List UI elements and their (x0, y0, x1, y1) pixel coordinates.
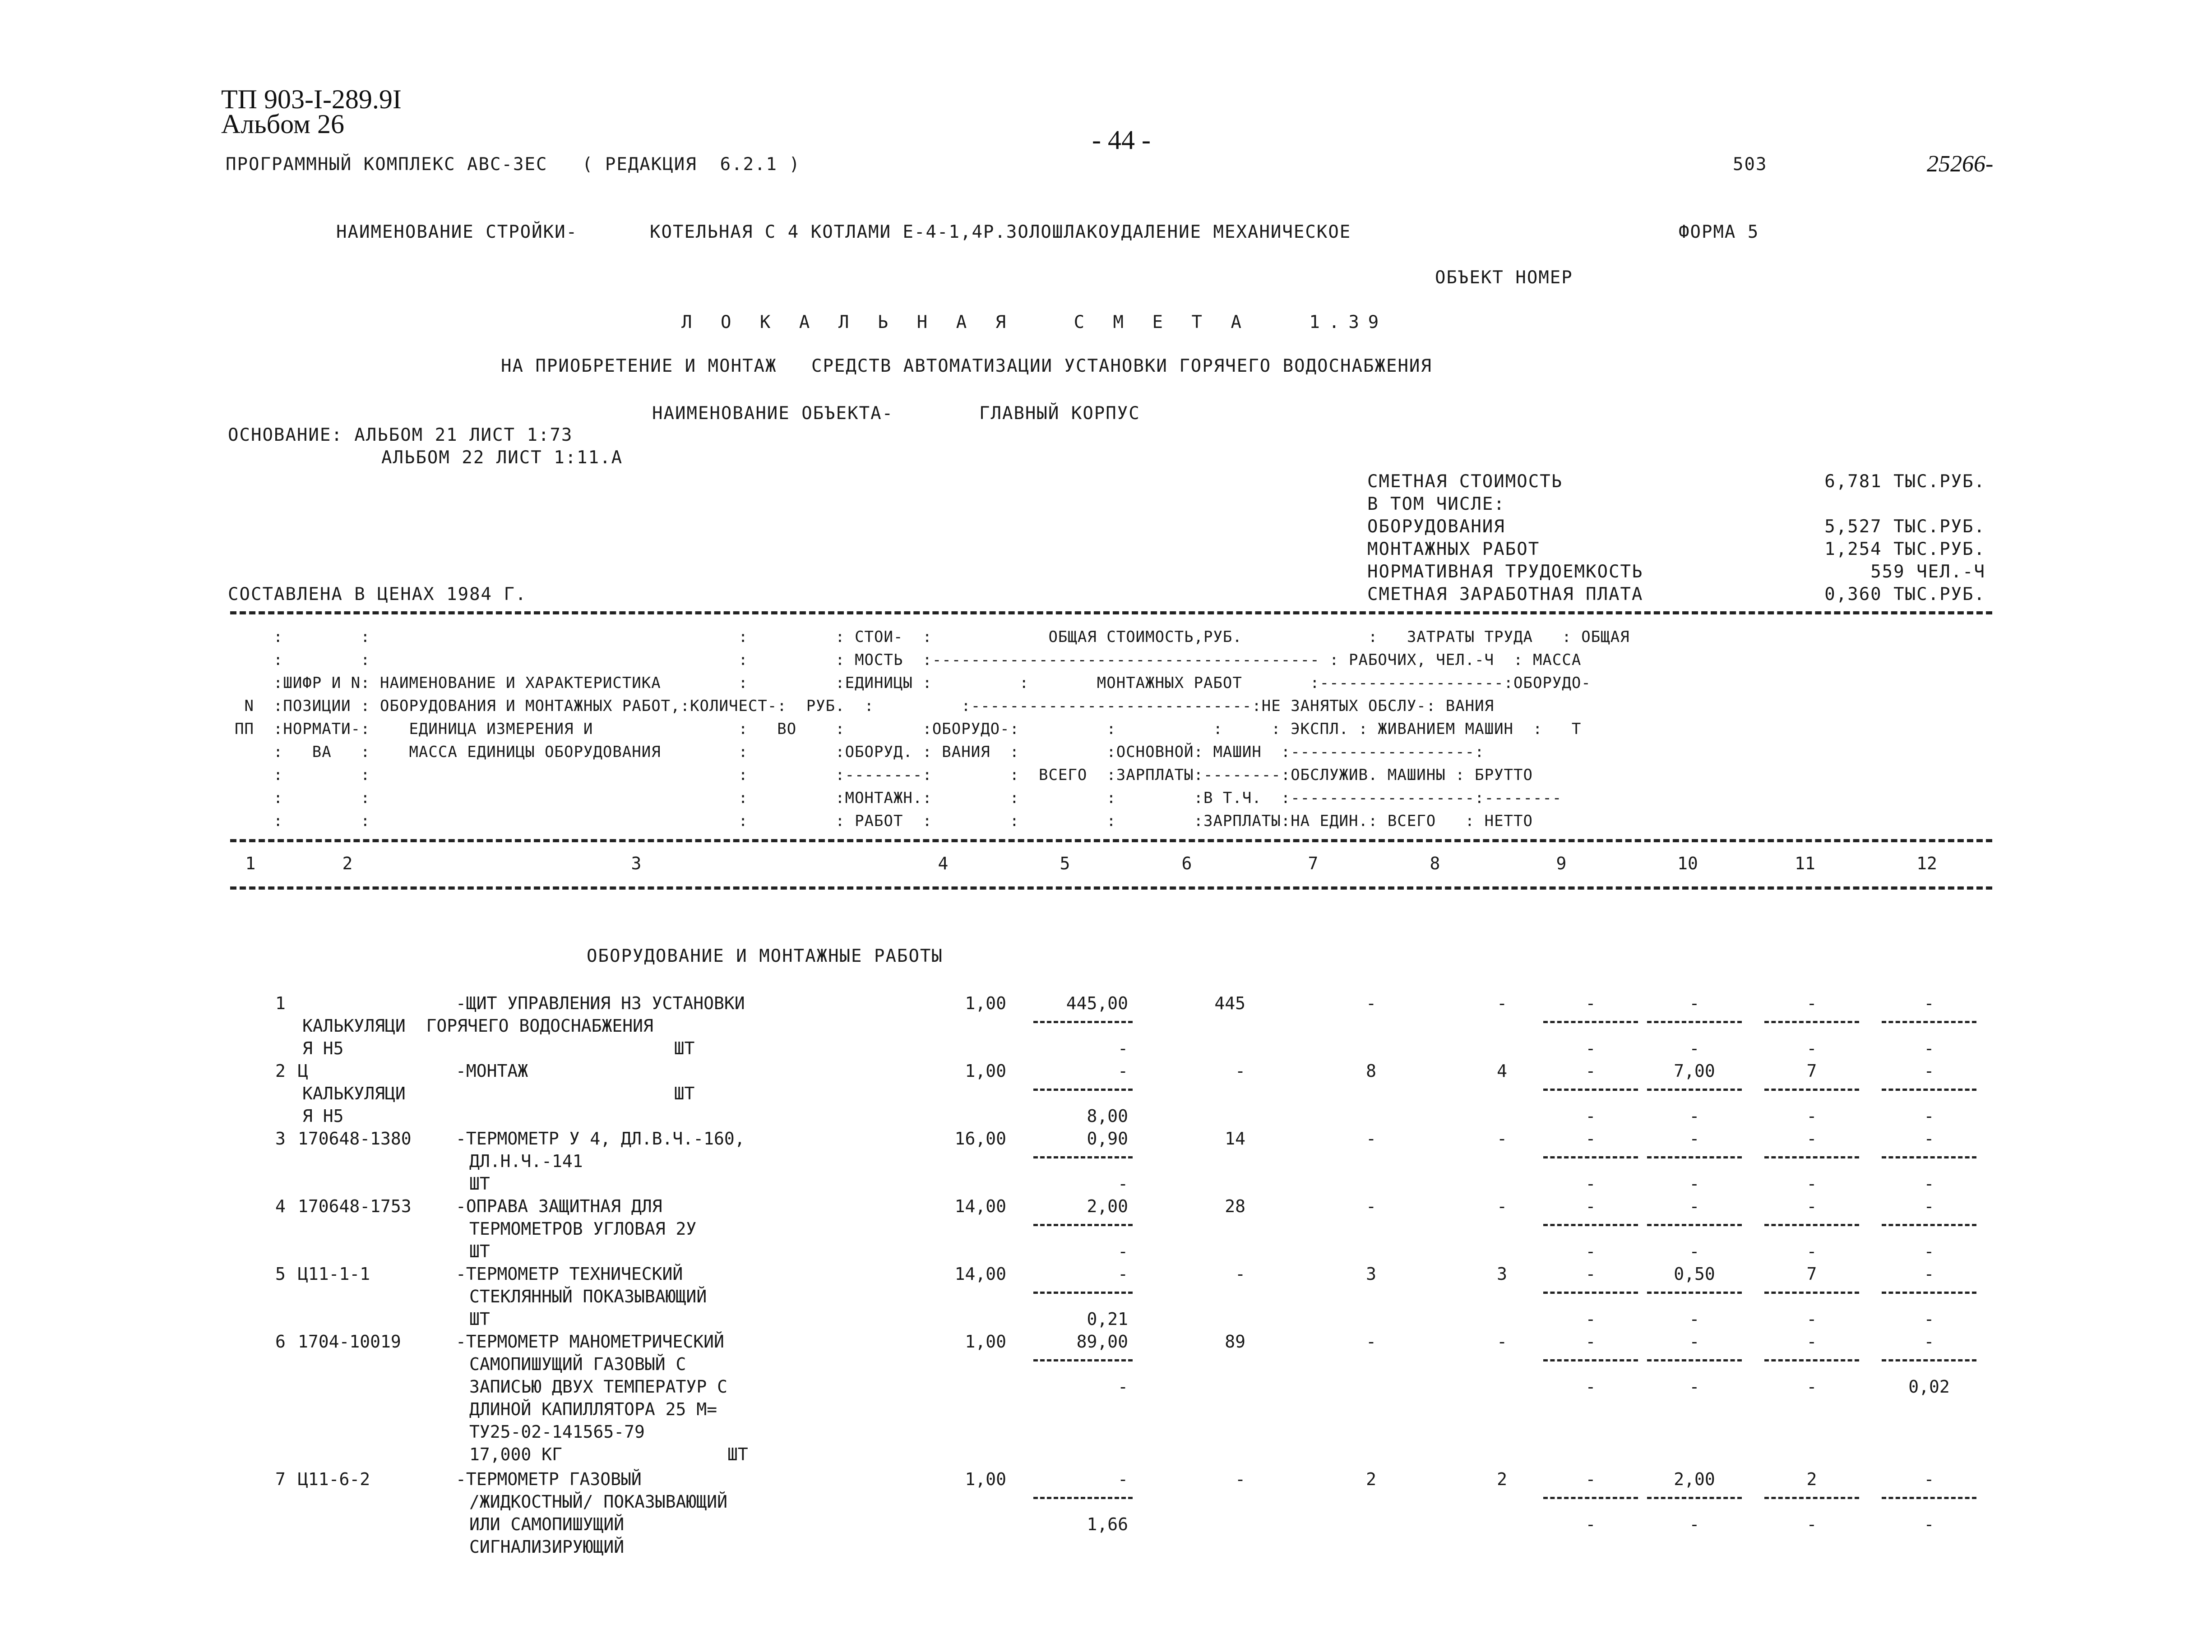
summary-value: 6,781 ТЫС.РУБ. (1824, 471, 1985, 492)
item-code: Ц11-1-1 (298, 1264, 370, 1284)
item-description: -МОНТАЖ (456, 1061, 528, 1081)
header-line: : : : : МОСТЬ :---------------------------------------- : РАБОЧИХ, ЧЕЛ.-Ч : МАССА (235, 651, 1582, 669)
cell-underline (1882, 1156, 1976, 1158)
item-code: 1704-10019 (298, 1332, 401, 1352)
item-labor-value-lower: - (1585, 1106, 1596, 1126)
item-number: 5 (275, 1264, 286, 1284)
item-labor-value: - (1585, 1469, 1596, 1489)
item-description: Я Н5 (302, 1106, 344, 1126)
header-line: :ШИФР И N: НАИМЕНОВАНИЕ И ХАРАКТЕРИСТИКА : :ЕДИНИЦЫ : : МОНТАЖНЫХ РАБОТ :-------------------:ОБОРУДО- (235, 674, 1591, 692)
item-description: ДЛ.Н.Ч.-141 (469, 1151, 583, 1171)
item-code: Ц11-6-2 (298, 1469, 370, 1489)
item-labor-value-lower: - (1806, 1377, 1817, 1397)
item-base-wage: - (1497, 1196, 1507, 1216)
item-number: 6 (275, 1332, 286, 1352)
item-labor-value-lower: - (1924, 1038, 1934, 1058)
item-labor-value-lower: - (1689, 1309, 1700, 1329)
summary-value: 559 ЧЕЛ.-Ч (1870, 562, 1985, 582)
item-labor-value-lower: - (1924, 1309, 1934, 1329)
item-labor-value: 7 (1806, 1264, 1817, 1284)
item-unit-price-equipment: 0,90 (1087, 1129, 1128, 1149)
cell-underline (1882, 1497, 1976, 1499)
cell-underline (1882, 1021, 1976, 1023)
item-labor-value-lower: - (1689, 1038, 1700, 1058)
column-number: 9 (1556, 854, 1567, 873)
item-labor-value: - (1585, 1129, 1596, 1149)
item-base-wage: - (1497, 1129, 1507, 1149)
item-labor-value-lower: - (1924, 1514, 1934, 1534)
item-unit-price-mounting: 8,00 (1087, 1106, 1128, 1126)
cell-underline (1764, 1359, 1859, 1361)
cell-underline (1764, 1224, 1859, 1226)
item-labor-value: - (1924, 1264, 1934, 1284)
item-mounting-total: 3 (1366, 1264, 1376, 1284)
cell-underline (1543, 1021, 1638, 1023)
cell-underline (1033, 1021, 1133, 1023)
cell-underline (1543, 1156, 1638, 1158)
item-code: 170648-1753 (298, 1196, 412, 1216)
cell-underline (1543, 1224, 1638, 1226)
item-labor-value-lower: - (1689, 1514, 1700, 1534)
item-description: ДЛИНОЙ КАПИЛЛЯТОРА 25 М= (469, 1399, 717, 1419)
item-description: ТУ25-02-141565-79 (469, 1422, 645, 1442)
item-number: 3 (275, 1129, 286, 1149)
item-mounting-total: - (1366, 1129, 1376, 1149)
cell-underline (1543, 1497, 1638, 1499)
cell-underline (1033, 1089, 1133, 1091)
object-label: НАИМЕНОВАНИЕ ОБЪЕКТА- (652, 403, 894, 424)
cell-underline (1764, 1089, 1859, 1091)
item-labor-value-lower: 0,02 (1908, 1377, 1950, 1397)
price-basis: СОСТАВЛЕНА В ЦЕНАХ 1984 Г. (228, 584, 527, 605)
item-description: ШТ (469, 1309, 490, 1329)
column-number: 1 (245, 854, 256, 873)
item-labor-value: - (1924, 1332, 1934, 1352)
item-labor-value: - (1806, 993, 1817, 1013)
item-equipment-cost: - (1235, 1061, 1245, 1081)
item-mounting-total: - (1366, 1196, 1376, 1216)
item-labor-value: - (1806, 1129, 1817, 1149)
item-labor-value-lower: - (1689, 1377, 1700, 1397)
basis-line-2: АЛЬБОМ 22 ЛИСТ 1:11.А (381, 448, 623, 468)
cell-underline (1882, 1292, 1976, 1294)
header-top-rule (230, 611, 1992, 614)
item-labor-value: 2,00 (1674, 1469, 1715, 1489)
item-description: СИГНАЛИЗИРУЮЩИЙ (469, 1537, 625, 1557)
item-description: ИЛИ САМОПИШУЩИЙ (469, 1514, 625, 1534)
build-name-label: НАИМЕНОВАНИЕ СТРОЙКИ- (336, 222, 578, 242)
header-mid-rule (230, 839, 1992, 842)
item-labor-value-lower: - (1585, 1038, 1596, 1058)
item-description: /ЖИДКОСТНЫЙ/ ПОКАЗЫВАЮЩИЙ (469, 1492, 727, 1512)
column-number: 6 (1181, 854, 1192, 873)
item-labor-value-lower: - (1585, 1174, 1596, 1194)
item-quantity: 1,00 (965, 1332, 1006, 1352)
document-code: ТП 903-I-289.9I (221, 84, 402, 114)
object-name: ГЛАВНЫЙ КОРПУС (979, 403, 1140, 424)
sheet-number: 25266- (1927, 151, 1994, 177)
column-number: 7 (1308, 854, 1319, 873)
cell-underline (1882, 1089, 1976, 1091)
item-description: СТЕКЛЯННЫЙ ПОКАЗЫВАЮЩИЙ (469, 1287, 707, 1306)
item-description: -ТЕРМОМЕТР МАНОМЕТРИЧЕСКИЙ (456, 1332, 724, 1352)
item-labor-value-lower: - (1806, 1106, 1817, 1126)
cell-underline (1882, 1359, 1976, 1361)
item-description: КАЛЬКУЛЯЦИ ГОРЯЧЕГО ВОДОСНАБЖЕНИЯ (302, 1016, 653, 1036)
basis-line-1: ОСНОВАНИЕ: АЛЬБОМ 21 ЛИСТ 1:73 (228, 425, 573, 445)
item-unit-price-mounting: 0,21 (1087, 1309, 1128, 1329)
item-description: -ТЕРМОМЕТР ГАЗОВЫЙ (456, 1469, 642, 1489)
item-description: ЗАПИСЬЮ ДВУХ ТЕМПЕРАТУР С (469, 1377, 727, 1397)
item-description: -ЩИТ УПРАВЛЕНИЯ НЗ УСТАНОВКИ (456, 993, 745, 1013)
item-labor-value-lower: - (1806, 1309, 1817, 1329)
item-description: ТЕРМОМЕТРОВ УГЛОВАЯ 2У (469, 1219, 697, 1239)
item-description: Я Н5 ШТ (302, 1038, 695, 1058)
item-equipment-cost: 28 (1225, 1196, 1245, 1216)
item-labor-value: - (1806, 1332, 1817, 1352)
item-labor-value: - (1585, 1264, 1596, 1284)
item-base-wage: - (1497, 1332, 1507, 1352)
item-base-wage: 2 (1497, 1469, 1507, 1489)
header-line: N :ПОЗИЦИИ : ОБОРУДОВАНИЯ И МОНТАЖНЫХ РАБОТ,:КОЛИЧЕСТ-: РУБ. : :-----------------------------:НЕ ЗАНЯТЫХ ОБСЛУ-: ВАНИЯ (235, 697, 1495, 715)
item-labor-value: - (1585, 1196, 1596, 1216)
cell-underline (1764, 1021, 1859, 1023)
column-number: 4 (938, 854, 949, 873)
column-number: 3 (631, 854, 642, 873)
item-equipment-cost: 445 (1214, 993, 1245, 1013)
summary-label: СМЕТНАЯ СТОИМОСТЬ (1367, 471, 1563, 492)
item-labor-value: - (1924, 1061, 1934, 1081)
cell-underline (1647, 1089, 1742, 1091)
item-labor-value: - (1806, 1196, 1817, 1216)
item-labor-value-lower: - (1806, 1174, 1817, 1194)
item-labor-value-lower: - (1585, 1514, 1596, 1534)
cell-underline (1647, 1359, 1742, 1361)
item-number: 2 (275, 1061, 286, 1081)
item-labor-value: - (1689, 1196, 1700, 1216)
item-base-wage: 4 (1497, 1061, 1507, 1081)
item-unit-price-mounting: 1,66 (1087, 1514, 1128, 1534)
item-labor-value-lower: - (1924, 1106, 1934, 1126)
item-labor-value-lower: - (1806, 1241, 1817, 1261)
item-description: 17,000 КГ ШТ (469, 1444, 748, 1464)
item-number: 4 (275, 1196, 286, 1216)
header-line: ПП :НОРМАТИ-: ЕДИНИЦА ИЗМЕРЕНИЯ И : ВО : :ОБОРУДО-: : : : ЭКСПЛ. : ЖИВАНИЕМ МАШИН : Т (235, 720, 1582, 738)
summary-label: В ТОМ ЧИСЛЕ: (1367, 494, 1505, 514)
item-labor-value: - (1689, 993, 1700, 1013)
item-mounting-total: 2 (1366, 1469, 1376, 1489)
item-labor-value-lower: - (1689, 1106, 1700, 1126)
column-number: 5 (1060, 854, 1070, 873)
header-line: : ВА : МАССА ЕДИНИЦЫ ОБОРУДОВАНИЯ : :ОБОРУД. : ВАНИЯ : :ОСНОВНОЙ: МАШИН :-------------------: (235, 743, 1485, 761)
item-labor-value: - (1689, 1129, 1700, 1149)
column-number: 12 (1916, 854, 1937, 873)
item-labor-value: 2 (1806, 1469, 1817, 1489)
form-label: ФОРМА 5 (1679, 222, 1759, 242)
cell-underline (1033, 1292, 1133, 1294)
cell-underline (1543, 1359, 1638, 1361)
item-code: 170648-1380 (298, 1129, 412, 1149)
right-code: 503 (1733, 154, 1768, 175)
header-line: : : : :--------: : ВСЕГО :ЗАРПЛАТЫ:--------:ОБСЛУЖИВ. МАШИНЫ : БРУТТО (235, 766, 1533, 784)
album-number: Альбом 26 (221, 109, 344, 139)
item-labor-value: - (1585, 993, 1596, 1013)
item-labor-value-lower: - (1806, 1038, 1817, 1058)
summary-label: МОНТАЖНЫХ РАБОТ (1367, 539, 1540, 559)
cell-underline (1882, 1224, 1976, 1226)
header-bottom-rule (230, 886, 1992, 890)
item-quantity: 1,00 (965, 1469, 1006, 1489)
item-labor-value: 7 (1806, 1061, 1817, 1081)
item-description: -ТЕРМОМЕТР У 4, ДЛ.В.Ч.-160, (456, 1129, 745, 1149)
item-mounting-total: - (1366, 993, 1376, 1013)
object-number-label: ОБЪЕКТ НОМЕР (1435, 268, 1573, 288)
header-line: : : : : СТОИ- : ОБЩАЯ СТОИМОСТЬ,РУБ. : ЗАТРАТЫ ТРУДА : ОБЩАЯ (235, 628, 1630, 646)
item-unit-price-equipment: - (1118, 1061, 1128, 1081)
item-description: ШТ (469, 1174, 490, 1194)
item-labor-value: - (1585, 1332, 1596, 1352)
cell-underline (1033, 1497, 1133, 1499)
cell-underline (1647, 1021, 1742, 1023)
item-equipment-cost: 89 (1225, 1332, 1245, 1352)
item-number: 1 (275, 993, 286, 1013)
cell-underline (1647, 1292, 1742, 1294)
item-unit-price-mounting: - (1118, 1377, 1128, 1397)
item-unit-price-mounting: - (1118, 1038, 1128, 1058)
section-title: ОБОРУДОВАНИЕ И МОНТАЖНЫЕ РАБОТЫ (587, 946, 943, 966)
item-unit-price-equipment: 89,00 (1076, 1332, 1128, 1352)
item-quantity: 14,00 (954, 1196, 1006, 1216)
summary-value: 0,360 ТЫС.РУБ. (1824, 584, 1985, 605)
item-quantity: 16,00 (954, 1129, 1006, 1149)
item-description: -ТЕРМОМЕТР ТЕХНИЧЕСКИЙ (456, 1264, 683, 1284)
item-equipment-cost: - (1235, 1469, 1245, 1489)
item-labor-value: 7,00 (1674, 1061, 1715, 1081)
item-labor-value: 0,50 (1674, 1264, 1715, 1284)
summary-value: 1,254 ТЫС.РУБ. (1824, 539, 1985, 559)
item-labor-value: - (1924, 993, 1934, 1013)
summary-label: СМЕТНАЯ ЗАРАБОТНАЯ ПЛАТА (1367, 584, 1643, 605)
cell-underline (1647, 1497, 1742, 1499)
cell-underline (1764, 1292, 1859, 1294)
summary-value: 5,527 ТЫС.РУБ. (1824, 517, 1985, 537)
summary-label: НОРМАТИВНАЯ ТРУДОЕМКОСТЬ (1367, 562, 1643, 582)
cell-underline (1647, 1156, 1742, 1158)
item-labor-value-lower: - (1585, 1309, 1596, 1329)
item-unit-price-mounting: - (1118, 1241, 1128, 1261)
column-number: 10 (1677, 854, 1698, 873)
item-description: ШТ (469, 1241, 490, 1261)
item-labor-value-lower: - (1689, 1241, 1700, 1261)
header-line: : : : :МОНТАЖН.: : : :В Т.Ч. :-------------------:-------- (235, 789, 1562, 807)
column-number: 2 (342, 854, 353, 873)
item-labor-value-lower: - (1924, 1241, 1934, 1261)
item-description: КАЛЬКУЛЯЦИ ШТ (302, 1084, 695, 1103)
item-unit-price-equipment: - (1118, 1469, 1128, 1489)
cell-underline (1647, 1224, 1742, 1226)
item-unit-price-equipment: 2,00 (1087, 1196, 1128, 1216)
item-unit-price-equipment: 445,00 (1066, 993, 1128, 1013)
item-equipment-cost: - (1235, 1264, 1245, 1284)
column-number: 8 (1430, 854, 1440, 873)
item-quantity: 14,00 (954, 1264, 1006, 1284)
item-description: -ОПРАВА ЗАЩИТНАЯ ДЛЯ (456, 1196, 662, 1216)
item-labor-value: - (1924, 1196, 1934, 1216)
program-line: ПРОГРАММНЫЙ КОМПЛЕКС АВС-3ЕС ( РЕДАКЦИЯ 6.2.1 ) (226, 154, 801, 175)
item-quantity: 1,00 (965, 993, 1006, 1013)
item-mounting-total: - (1366, 1332, 1376, 1352)
item-number: 7 (275, 1469, 286, 1489)
item-labor-value-lower: - (1585, 1377, 1596, 1397)
item-equipment-cost: 14 (1225, 1129, 1245, 1149)
item-unit-price-equipment: - (1118, 1264, 1128, 1284)
item-labor-value: - (1585, 1061, 1596, 1081)
estimate-title: Л О К А Л Ь Н А Я С М Е Т А 1.39 (681, 312, 1388, 332)
item-base-wage: 3 (1497, 1264, 1507, 1284)
page-number: - 44 - (1092, 125, 1151, 155)
item-labor-value: - (1689, 1332, 1700, 1352)
item-unit-price-mounting: - (1118, 1174, 1128, 1194)
item-labor-value-lower: - (1806, 1514, 1817, 1534)
item-base-wage: - (1497, 993, 1507, 1013)
cell-underline (1543, 1292, 1638, 1294)
cell-underline (1764, 1497, 1859, 1499)
item-mounting-total: 8 (1366, 1061, 1376, 1081)
item-description: САМОПИШУЩИЙ ГАЗОВЫЙ С (469, 1354, 686, 1374)
item-labor-value: - (1924, 1129, 1934, 1149)
cell-underline (1033, 1224, 1133, 1226)
summary-label: ОБОРУДОВАНИЯ (1367, 517, 1505, 537)
cell-underline (1543, 1089, 1638, 1091)
item-labor-value: - (1924, 1469, 1934, 1489)
item-code: Ц (298, 1061, 308, 1081)
estimate-subtitle: НА ПРИОБРЕТЕНИЕ И МОНТАЖ СРЕДСТВ АВТОМАТИЗАЦИИ УСТАНОВКИ ГОРЯЧЕГО ВОДОСНАБЖЕНИЯ (501, 356, 1432, 376)
cell-underline (1764, 1156, 1859, 1158)
item-quantity: 1,00 (965, 1061, 1006, 1081)
cell-underline (1033, 1156, 1133, 1158)
cell-underline (1033, 1359, 1133, 1361)
item-labor-value-lower: - (1689, 1174, 1700, 1194)
column-number: 11 (1795, 854, 1815, 873)
item-labor-value-lower: - (1585, 1241, 1596, 1261)
item-labor-value-lower: - (1924, 1174, 1934, 1194)
header-line: : : : : РАБОТ : : : :ЗАРПЛАТЫ:НА ЕДИН.: ВСЕГО : НЕТТО (235, 812, 1533, 830)
build-name: КОТЕЛЬНАЯ С 4 КОТЛАМИ Е-4-1,4Р.ЗОЛОШЛАКОУДАЛЕНИЕ МЕХАНИЧЕСКОЕ (650, 222, 1351, 242)
